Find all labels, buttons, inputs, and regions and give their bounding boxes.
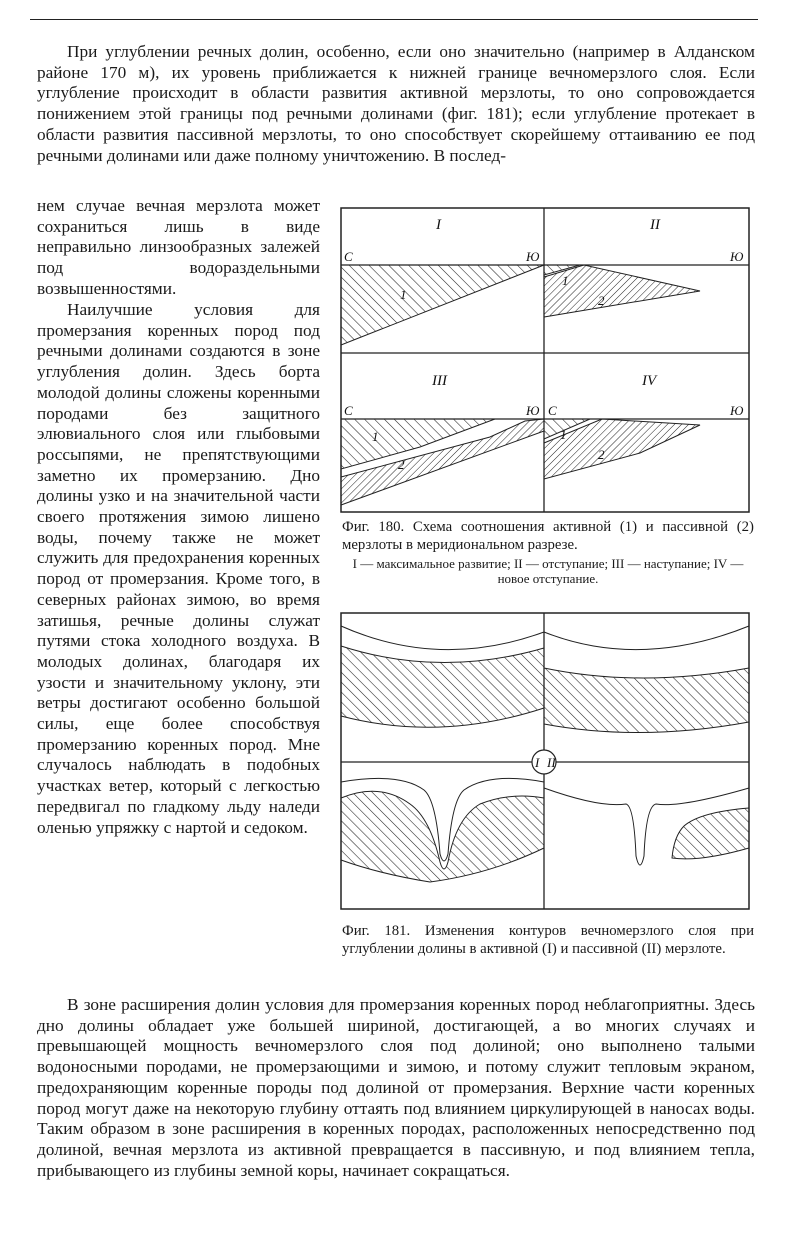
fig180-caption: Фиг. 180. Схема соотношения активной (1) и пассивной (2) мерзлоты в меридиональном разрезе. xyxy=(342,519,754,553)
fig180-south-II: Ю xyxy=(730,249,744,264)
fig180-north-III: С xyxy=(344,403,353,418)
fig180-label-IV: IV xyxy=(642,373,657,389)
paragraph-1-narrow: нем случае вечная мерзлота может сохраниться лишь в виде неправильно линзообразных залежей под водораздельными возвышенностями. xyxy=(37,196,320,298)
fig180-north-IV: С xyxy=(548,403,557,418)
paragraph-2: Наилучшие условия для промерзания коренных пород под речными долинами создаются в зоне углубления долин. Здесь борта молодой долины сложены коренными породами без защитного элювиального слоя или глыбовыми россыпями, не препятствующими заметно их промерзанию. Дно долины узко и на значительной части своего протяжения зимою лишено воды, почему также не может служить для предохранения коренных пород от промерзания. Кроме того, в северных районах зимою, во время затишья, речные долины служат путями стока холодного воздуха. В молодых долинах, благодаря их узости и значительному уклону, эти ветры достигают особенно большой силы, еще более способствуя промерзанию коренных пород. Мне случалось наблюдать в подобных участках ветер, который с легкостью передвигал по гладкому льду наледи оленью упряжку с нартой и седоком. xyxy=(37,300,320,837)
fig180-south-IV: Ю xyxy=(730,403,744,418)
header-rule xyxy=(30,19,758,20)
fig180-zone-2-IV: 2 xyxy=(598,447,605,462)
figure-181 xyxy=(340,612,750,910)
fig181-caption: Фиг. 181. Изменения контуров вечномерзлого слоя при углублении долины в активной (I) и пассивной (II) мерзлоте. xyxy=(342,923,754,957)
fig180-zone-2-III: 2 xyxy=(398,457,405,472)
fig181-label-II: II xyxy=(547,755,556,770)
fig181-label-I: I xyxy=(535,755,540,770)
fig180-label-III: III xyxy=(432,373,447,389)
fig180-zone-1-IV: 1 xyxy=(560,427,567,442)
fig180-south-III: Ю xyxy=(526,403,540,418)
fig180-north-I: С xyxy=(344,249,353,264)
paragraph-1-top: При углублении речных долин, особенно, если оно значительно (например в Алданском районе 170 м), их уровень приближается к нижней границе вечномерзлого слоя. Если углубление происходит в области развития активной мерзлоты, то оно сопровождается понижением этой границы под речными долинами (фиг. 181); если углубление протекает в области развития пассивной мерзлоты, то оно способствует скорейшему оттаиванию ее под речными долинами или даже полному уничтожению. В послед- xyxy=(37,42,755,165)
paragraph-3: В зоне расширения долин условия для промерзания коренных пород неблагоприятны. Здесь дно долины обладает уже большей шириной, достигающей, а во многих случаях и превышающей мощность вечномерзлого слоя под долиной; оно выполнено талыми водоносными породами, не промерзающими и зимою, и потому служит тепловым экраном, предохраняющим коренные породы под долиной от промерзания. Верхние части коренных пород могут даже на некоторую глубину оттаять под влиянием циркулирующей в наносах воды. Таким образом в зоне расширения в коренных породах, расположенных непосредственно под долиной, вечная мерзлота из активной превращается в пассивную, и под влиянием тепла, прибывающего из глубины земной коры, начинает сокращаться. xyxy=(37,995,755,1180)
fig180-label-II: II xyxy=(650,217,660,233)
fig180-label-I: I xyxy=(436,217,441,233)
fig180-south-I: Ю xyxy=(526,249,540,264)
figure-180 xyxy=(340,207,750,513)
fig180-zone-1-III: 1 xyxy=(372,429,379,444)
fig180-zone-1-I: 1 xyxy=(400,287,407,302)
fig180-legend: I — максимальное развитие; II — отступание; III — наступание; IV — новое отступание. xyxy=(352,556,744,586)
fig180-zone-1-II: 1 xyxy=(562,273,569,288)
fig180-zone-2-II: 2 xyxy=(598,293,605,308)
